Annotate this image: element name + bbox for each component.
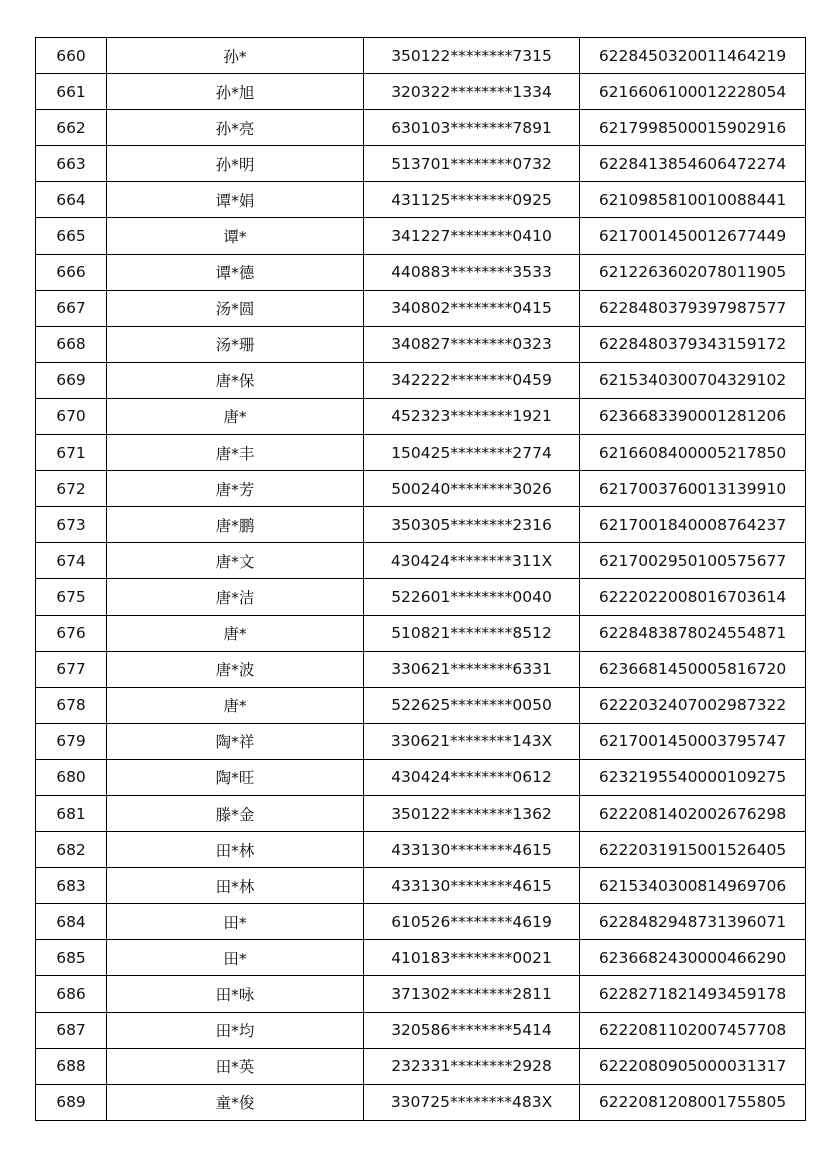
id-card-number-cell: 510821********8512 xyxy=(364,615,580,651)
table-row xyxy=(36,146,806,182)
row-number-cell: 671 xyxy=(36,435,107,471)
table-row xyxy=(36,940,806,976)
row-number-cell: 680 xyxy=(36,759,107,795)
recipient-name-cell: 陶*旺 xyxy=(107,759,364,795)
recipient-name-cell: 谭* xyxy=(107,218,364,254)
recipient-name-cell: 滕*金 xyxy=(107,795,364,831)
recipient-name-cell: 田*英 xyxy=(107,1048,364,1084)
id-card-number-cell: 430424********311X xyxy=(364,543,580,579)
id-card-number-cell: 440883********3533 xyxy=(364,254,580,290)
table-row xyxy=(36,74,806,110)
id-card-number-cell: 500240********3026 xyxy=(364,471,580,507)
row-number-cell: 666 xyxy=(36,254,107,290)
row-number-cell: 672 xyxy=(36,471,107,507)
row-number-cell: 678 xyxy=(36,687,107,723)
bank-account-number-cell: 6228450320011464219 xyxy=(580,38,806,74)
recipient-name-cell: 唐*洁 xyxy=(107,579,364,615)
bank-account-number-cell: 6210985810010088441 xyxy=(580,182,806,218)
bank-account-number-cell: 6232195540000109275 xyxy=(580,759,806,795)
bank-account-number-cell: 6222081208001755805 xyxy=(580,1084,806,1120)
id-card-number-cell: 522601********0040 xyxy=(364,579,580,615)
table-row xyxy=(36,507,806,543)
id-card-number-cell: 150425********2774 xyxy=(364,435,580,471)
table-row xyxy=(36,832,806,868)
bank-account-number-cell: 6236682430000466290 xyxy=(580,940,806,976)
recipient-name-cell: 田*林 xyxy=(107,868,364,904)
row-number-cell: 685 xyxy=(36,940,107,976)
recipient-name-cell: 唐*保 xyxy=(107,362,364,398)
bank-account-number-cell: 6228483878024554871 xyxy=(580,615,806,651)
row-number-cell: 674 xyxy=(36,543,107,579)
id-card-number-cell: 410183********0021 xyxy=(364,940,580,976)
table-row xyxy=(36,290,806,326)
id-card-number-cell: 350305********2316 xyxy=(364,507,580,543)
recipient-name-cell: 田*林 xyxy=(107,832,364,868)
bank-account-number-cell: 6228480379343159172 xyxy=(580,326,806,362)
roster-body xyxy=(36,38,806,1121)
table-row xyxy=(36,38,806,74)
id-card-number-cell: 341227********0410 xyxy=(364,218,580,254)
recipient-name-cell: 唐*波 xyxy=(107,651,364,687)
id-card-number-cell: 433130********4615 xyxy=(364,832,580,868)
table-row xyxy=(36,904,806,940)
table-row xyxy=(36,868,806,904)
table-row xyxy=(36,723,806,759)
bank-account-number-cell: 6222081402002676298 xyxy=(580,795,806,831)
row-number-cell: 660 xyxy=(36,38,107,74)
id-card-number-cell: 513701********0732 xyxy=(364,146,580,182)
id-card-number-cell: 330725********483X xyxy=(364,1084,580,1120)
table-row xyxy=(36,579,806,615)
id-card-number-cell: 350122********1362 xyxy=(364,795,580,831)
row-number-cell: 689 xyxy=(36,1084,107,1120)
bank-account-number-cell: 6217998500015902916 xyxy=(580,110,806,146)
bank-account-number-cell: 6228413854606472274 xyxy=(580,146,806,182)
table-row xyxy=(36,543,806,579)
id-card-number-cell: 433130********4615 xyxy=(364,868,580,904)
table-row xyxy=(36,795,806,831)
table-row xyxy=(36,218,806,254)
row-number-cell: 687 xyxy=(36,1012,107,1048)
recipient-name-cell: 谭*娟 xyxy=(107,182,364,218)
table-row xyxy=(36,1048,806,1084)
row-number-cell: 667 xyxy=(36,290,107,326)
bank-account-number-cell: 6228271821493459178 xyxy=(580,976,806,1012)
bank-account-number-cell: 6216606100012228054 xyxy=(580,74,806,110)
table-row xyxy=(36,362,806,398)
bank-account-number-cell: 6212263602078011905 xyxy=(580,254,806,290)
bank-account-number-cell: 6228482948731396071 xyxy=(580,904,806,940)
id-card-number-cell: 342222********0459 xyxy=(364,362,580,398)
row-number-cell: 669 xyxy=(36,362,107,398)
row-number-cell: 663 xyxy=(36,146,107,182)
recipient-name-cell: 唐*丰 xyxy=(107,435,364,471)
recipient-name-cell: 谭*德 xyxy=(107,254,364,290)
id-card-number-cell: 320586********5414 xyxy=(364,1012,580,1048)
id-card-number-cell: 452323********1921 xyxy=(364,398,580,434)
recipient-name-cell: 唐*文 xyxy=(107,543,364,579)
row-number-cell: 670 xyxy=(36,398,107,434)
table-row xyxy=(36,759,806,795)
recipient-name-cell: 孙*明 xyxy=(107,146,364,182)
recipient-name-cell: 孙* xyxy=(107,38,364,74)
bank-account-number-cell: 6222022008016703614 xyxy=(580,579,806,615)
bank-account-number-cell: 6217001840008764237 xyxy=(580,507,806,543)
id-card-number-cell: 610526********4619 xyxy=(364,904,580,940)
table-row xyxy=(36,651,806,687)
table-row xyxy=(36,254,806,290)
bank-account-number-cell: 6236681450005816720 xyxy=(580,651,806,687)
recipient-name-cell: 唐* xyxy=(107,398,364,434)
row-number-cell: 664 xyxy=(36,182,107,218)
row-number-cell: 686 xyxy=(36,976,107,1012)
bank-account-number-cell: 6222032407002987322 xyxy=(580,687,806,723)
bank-account-number-cell: 6222081102007457708 xyxy=(580,1012,806,1048)
id-card-number-cell: 330621********143X xyxy=(364,723,580,759)
bank-account-number-cell: 6228480379397987577 xyxy=(580,290,806,326)
row-number-cell: 676 xyxy=(36,615,107,651)
recipient-name-cell: 唐*鹏 xyxy=(107,507,364,543)
recipient-name-cell: 田*咏 xyxy=(107,976,364,1012)
recipient-name-cell: 孙*旭 xyxy=(107,74,364,110)
table-row xyxy=(36,110,806,146)
bank-account-number-cell: 6216608400005217850 xyxy=(580,435,806,471)
row-number-cell: 665 xyxy=(36,218,107,254)
row-number-cell: 688 xyxy=(36,1048,107,1084)
recipient-name-cell: 唐*芳 xyxy=(107,471,364,507)
bank-account-number-cell: 6222080905000031317 xyxy=(580,1048,806,1084)
row-number-cell: 668 xyxy=(36,326,107,362)
id-card-number-cell: 320322********1334 xyxy=(364,74,580,110)
recipient-name-cell: 陶*祥 xyxy=(107,723,364,759)
id-card-number-cell: 330621********6331 xyxy=(364,651,580,687)
row-number-cell: 673 xyxy=(36,507,107,543)
table-row xyxy=(36,976,806,1012)
id-card-number-cell: 371302********2811 xyxy=(364,976,580,1012)
row-number-cell: 682 xyxy=(36,832,107,868)
bank-account-number-cell: 6217002950100575677 xyxy=(580,543,806,579)
table-row xyxy=(36,435,806,471)
recipient-name-cell: 唐* xyxy=(107,687,364,723)
recipient-name-cell: 汤*珊 xyxy=(107,326,364,362)
row-number-cell: 684 xyxy=(36,904,107,940)
row-number-cell: 679 xyxy=(36,723,107,759)
bank-account-number-cell: 6236683390001281206 xyxy=(580,398,806,434)
bank-account-number-cell: 6217001450012677449 xyxy=(580,218,806,254)
table-row xyxy=(36,398,806,434)
table-row xyxy=(36,182,806,218)
bank-account-number-cell: 6215340300814969706 xyxy=(580,868,806,904)
id-card-number-cell: 350122********7315 xyxy=(364,38,580,74)
recipient-name-cell: 汤*圆 xyxy=(107,290,364,326)
id-card-number-cell: 431125********0925 xyxy=(364,182,580,218)
recipient-name-cell: 田* xyxy=(107,940,364,976)
id-card-number-cell: 232331********2928 xyxy=(364,1048,580,1084)
recipient-name-cell: 唐* xyxy=(107,615,364,651)
bank-account-number-cell: 6217003760013139910 xyxy=(580,471,806,507)
id-card-number-cell: 340827********0323 xyxy=(364,326,580,362)
bank-account-number-cell: 6222031915001526405 xyxy=(580,832,806,868)
recipient-name-cell: 孙*亮 xyxy=(107,110,364,146)
table-row xyxy=(36,471,806,507)
bank-account-number-cell: 6215340300704329102 xyxy=(580,362,806,398)
row-number-cell: 661 xyxy=(36,74,107,110)
row-number-cell: 675 xyxy=(36,579,107,615)
row-number-cell: 677 xyxy=(36,651,107,687)
id-card-number-cell: 430424********0612 xyxy=(364,759,580,795)
table-row xyxy=(36,1012,806,1048)
table-row xyxy=(36,615,806,651)
bank-account-number-cell: 6217001450003795747 xyxy=(580,723,806,759)
row-number-cell: 681 xyxy=(36,795,107,831)
recipient-name-cell: 田* xyxy=(107,904,364,940)
id-card-number-cell: 630103********7891 xyxy=(364,110,580,146)
table-row xyxy=(36,326,806,362)
row-number-cell: 662 xyxy=(36,110,107,146)
table-row xyxy=(36,1084,806,1120)
recipient-name-cell: 田*均 xyxy=(107,1012,364,1048)
roster-table xyxy=(35,37,806,1121)
recipient-name-cell: 童*俊 xyxy=(107,1084,364,1120)
id-card-number-cell: 522625********0050 xyxy=(364,687,580,723)
id-card-number-cell: 340802********0415 xyxy=(364,290,580,326)
table-row xyxy=(36,687,806,723)
row-number-cell: 683 xyxy=(36,868,107,904)
